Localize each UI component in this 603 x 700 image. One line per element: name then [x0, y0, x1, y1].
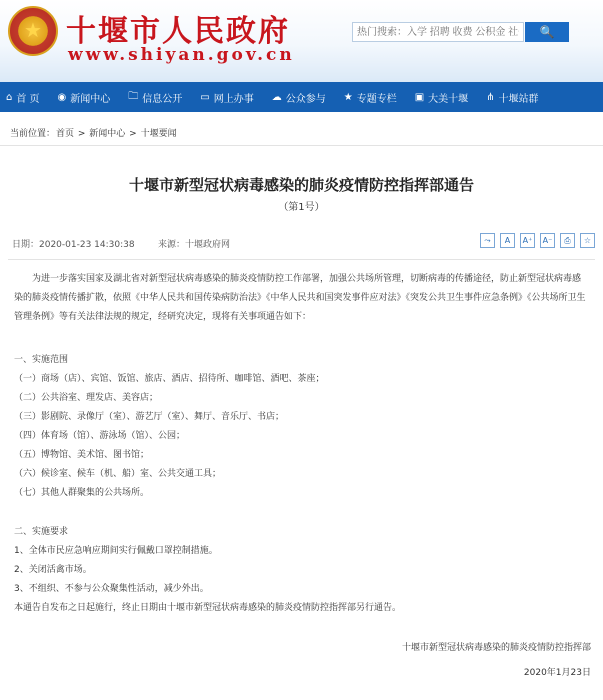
breadcrumb [0, 126, 603, 146]
list-item: （四）体育场（馆）、游泳场（馆）、公园； [14, 431, 186, 441]
star-icon: ★ [343, 91, 353, 103]
article-meta [8, 233, 595, 260]
list-item: （六）候诊室、候车（机、船）室、公共交通工具； [14, 469, 222, 479]
nav-public[interactable] [272, 90, 326, 105]
nav-label: 十堰站群 [498, 93, 539, 105]
font-larger-icon[interactable]: A⁺ [520, 233, 535, 248]
font-default-icon[interactable]: A [500, 233, 515, 248]
site-title[interactable]: 十堰市人民政府 [66, 14, 290, 49]
main-nav [0, 82, 603, 112]
article-source: 来源：十堰政府网 [158, 240, 231, 250]
list-item: 3、不组织、不参与公众聚集性活动，减少外出。 [14, 584, 209, 594]
image-icon: ▣ [414, 91, 425, 103]
nav-online[interactable] [200, 90, 253, 105]
publish-date: 日期：2020-01-23 14:30:38 [12, 240, 135, 250]
folder-icon: 🗀 [128, 90, 139, 102]
nav-label: 新闻中心 [70, 93, 111, 105]
search-input[interactable] [352, 22, 524, 42]
print-icon[interactable]: ⎙ [560, 233, 575, 248]
nav-label: 公众参与 [285, 93, 326, 105]
list-item: （五）博物馆、美术馆、图书馆； [14, 450, 150, 460]
intro-paragraph: 为进一步落实国家及湖北省对新型冠状病毒感染的肺炎疫情防控工作部署，加强公共场所管理，切断病毒的传播途径，防止新型冠状病毒感染的肺炎疫情传播扩散，依照《中华人民共和国传染病防治法》《中华人民共和国突发事件应对法》《突发公共卫生事件应急条例》《公共场所卫生管理条例》等有关法律法规的规定，经研究决定，现将有关事项通告如下： [14, 274, 586, 322]
sitemap-icon: ⋔ [486, 91, 495, 103]
share-icon[interactable]: ⤳ [480, 233, 495, 248]
nav-topics[interactable] [344, 90, 397, 105]
closing-paragraph: 本通告自发布之日起施行，终止日期由十堰市新型冠状病毒感染的肺炎疫情防控指挥部另行通告。 [14, 603, 402, 613]
site-header [0, 0, 603, 82]
breadcrumb-separator: > [75, 129, 89, 139]
list-item: （二）公共浴室、理发店、美容店； [14, 393, 159, 403]
font-smaller-icon[interactable]: A⁻ [540, 233, 555, 248]
monitor-icon: ▭ [200, 91, 210, 103]
nav-label: 信息公开 [142, 93, 183, 105]
breadcrumb-news[interactable]: 新闻中心 [89, 129, 126, 139]
national-emblem-icon [8, 6, 58, 56]
signature-date: 2020年1月23日 [523, 668, 591, 678]
article-subtitle: （第1号） [278, 202, 325, 213]
news-icon: ◉ [57, 91, 67, 103]
list-item: 2、关闭活禽市场。 [14, 565, 92, 575]
list-item: （七）其他人群聚集的公共场所。 [14, 488, 150, 498]
favorite-icon[interactable]: ☆ [580, 233, 595, 248]
signature-org: 十堰市新型冠状病毒感染的肺炎疫情防控指挥部 [401, 643, 591, 653]
breadcrumb-home[interactable]: 首页 [56, 129, 75, 139]
chat-icon: ☁ [271, 91, 282, 103]
nav-label: 大美十堰 [428, 93, 469, 105]
nav-label: 首 页 [16, 93, 40, 105]
nav-news[interactable] [58, 90, 111, 105]
list-item: （一）商场（店）、宾馆、饭馆、旅店、酒店、招待所、咖啡馆、酒吧、茶座； [14, 374, 325, 384]
breadcrumb-current[interactable]: 十堰要闻 [140, 129, 177, 139]
site-url: www.shiyan.gov.cn [68, 45, 295, 65]
home-icon: ⌂ [6, 91, 13, 103]
section-heading: 二、实施要求 [14, 527, 69, 537]
article-tools [475, 233, 595, 248]
nav-label: 专题专栏 [356, 93, 397, 105]
nav-beauty[interactable] [415, 90, 468, 105]
nav-sites[interactable] [486, 90, 538, 105]
list-item: （三）影剧院、录像厅（室）、游艺厅（室）、舞厅、音乐厅、书店； [14, 412, 285, 422]
breadcrumb-prefix: 当前位置： [10, 129, 56, 139]
section-heading: 一、实施范围 [14, 355, 69, 365]
signature-block [0, 636, 603, 686]
list-item: 1、全体市民应急响应期间实行佩戴口罩控制措施。 [14, 546, 218, 556]
breadcrumb-separator: > [126, 129, 140, 139]
nav-label: 网上办事 [213, 93, 254, 105]
search-button[interactable]: 🔍 [525, 22, 569, 42]
nav-info[interactable] [128, 89, 182, 106]
article-title: 十堰市新型冠状病毒感染的肺炎疫情防控指挥部通告 [128, 176, 474, 194]
article-content [0, 260, 603, 618]
nav-home[interactable] [6, 90, 40, 105]
